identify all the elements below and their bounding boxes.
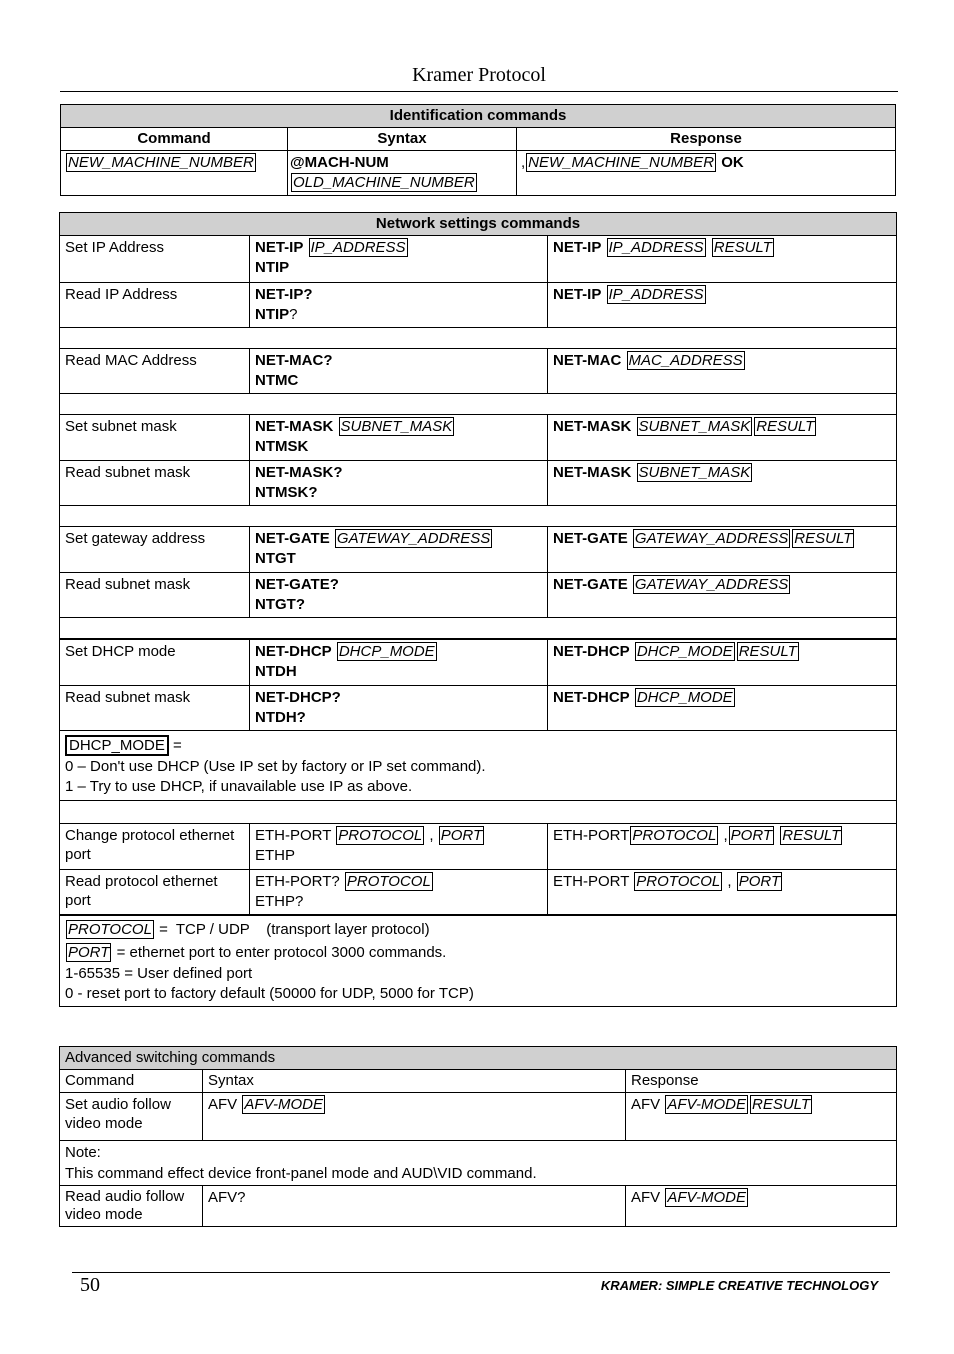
network-table <box>59 212 897 1007</box>
row-label: Read protocol ethernet port <box>60 869 250 915</box>
param: MAC_ADDRESS <box>628 352 743 369</box>
alias: NTGT <box>255 550 296 567</box>
note-title: Note: <box>65 1144 101 1161</box>
advanced-title: Advanced switching commands <box>60 1047 897 1070</box>
param-afv-mode: AFV-MODE <box>667 1189 746 1206</box>
response-command: NET-GATE <box>553 530 628 547</box>
command: NET-MAC? <box>255 352 333 369</box>
response-command: NET-IP <box>553 239 602 256</box>
response-command: NET-IP <box>553 286 602 303</box>
row-label: Set IP Address <box>60 236 250 283</box>
note-text: = ethernet port to enter protocol 3000 commands. <box>112 944 447 961</box>
param: GATEWAY_ADDRESS <box>336 530 491 547</box>
row-label: Set DHCP mode <box>60 639 250 685</box>
command-mach-num: MACH-NUM <box>304 154 389 171</box>
spacer-row <box>60 800 897 823</box>
equals-sign: = <box>173 736 182 754</box>
page-header <box>60 64 898 92</box>
note-line: 0 – Don't use DHCP (Use IP set by factory or IP set command). <box>65 757 486 775</box>
row-label: Set gateway address <box>60 527 250 573</box>
table-row <box>61 151 896 196</box>
table-row <box>60 1093 897 1141</box>
param-protocol: PROTOCOL <box>346 872 431 890</box>
param: IP_ADDRESS <box>310 239 406 256</box>
row-label: Read subnet mask <box>60 573 250 618</box>
command: NET-DHCP? <box>255 688 341 706</box>
row-label: Read MAC Address <box>60 349 250 394</box>
note-line: 1-65535 = User defined port <box>65 965 253 982</box>
note-line: 1 – Try to use DHCP, if unavailable use IP as above. <box>65 777 413 795</box>
alias: NTMSK? <box>255 484 318 501</box>
table-row <box>60 685 897 730</box>
table-row <box>60 461 897 506</box>
command: NET-GATE? <box>255 576 339 593</box>
response-command: AFV <box>631 1096 661 1113</box>
eth-note-row <box>60 915 897 1007</box>
row-label: Read subnet mask <box>60 685 250 730</box>
param: DHCP_MODE <box>636 643 733 660</box>
command: NET-GATE <box>255 530 330 547</box>
col-syntax-header: Syntax <box>288 128 517 151</box>
table-row <box>60 823 897 869</box>
param-result: RESULT <box>782 826 841 844</box>
table-row <box>60 1186 897 1227</box>
param-new-machine-number: NEW_MACHINE_NUMBER <box>68 154 254 171</box>
row-label: Set audio follow video mode <box>60 1093 203 1141</box>
response-command: NET-MAC <box>553 352 622 369</box>
param-port: PORT <box>440 826 483 844</box>
spacer-row <box>60 394 897 415</box>
advanced-table <box>59 1046 897 1227</box>
note-text: This command effect device front-panel mode and AUD\VID command. <box>65 1165 537 1182</box>
spacer-row <box>60 506 897 527</box>
row-label: Change protocol ethernet port <box>60 823 250 869</box>
param-result: RESULT <box>756 418 815 435</box>
command: NET-IP? <box>255 286 313 303</box>
command: AFV <box>208 1096 238 1113</box>
command: NET-DHCP <box>255 643 332 660</box>
response-command: NET-DHCP <box>553 688 630 706</box>
table-row <box>60 283 897 328</box>
syntax-prefix: @ <box>290 154 305 171</box>
alias: ETHP? <box>255 892 304 910</box>
alias: NTGT? <box>255 596 305 613</box>
param-afv-mode: AFV-MODE <box>244 1096 323 1113</box>
response-command: ETH-PORT <box>553 872 630 890</box>
separator: , <box>429 826 434 844</box>
param-dhcp-mode: DHCP_MODE <box>65 735 169 756</box>
note-row <box>60 1141 897 1186</box>
footer-divider <box>72 1272 890 1273</box>
table-row <box>60 415 897 461</box>
identification-table <box>60 104 896 196</box>
param-port: PORT <box>68 944 110 961</box>
col-response-header: Response <box>517 128 896 151</box>
param-result: RESULT <box>713 239 772 256</box>
param-protocol: PROTOCOL <box>68 921 152 938</box>
alias: ETHP <box>255 846 296 864</box>
row-label: Read subnet mask <box>60 461 250 506</box>
dhcp-note-row <box>60 730 897 800</box>
col-response-header: Response <box>626 1070 897 1093</box>
response-command: NET-MASK <box>553 464 632 481</box>
row-label: Set subnet mask <box>60 415 250 461</box>
alias: NTIP <box>255 306 290 323</box>
network-title: Network settings commands <box>60 213 897 236</box>
identification-title: Identification commands <box>61 105 896 128</box>
response-separator: , <box>521 154 526 171</box>
separator: , <box>723 826 728 844</box>
col-syntax-header: Syntax <box>203 1070 626 1093</box>
command: ETH-PORT <box>255 826 332 844</box>
param: SUBNET_MASK <box>638 418 751 435</box>
param-result: RESULT <box>751 1096 811 1113</box>
command: AFV? <box>208 1189 246 1206</box>
command: ETH-PORT? <box>255 872 340 890</box>
response-ok: OK <box>721 154 744 171</box>
separator: , <box>727 872 732 890</box>
response-command: ETH-PORT <box>553 826 630 844</box>
page-number: 50 <box>80 1274 100 1296</box>
param: GATEWAY_ADDRESS <box>634 530 789 547</box>
spacer-row <box>60 618 897 640</box>
param-protocol: PROTOCOL <box>636 872 721 890</box>
note-line: 0 - reset port to factory default (50000 for UDP, 5000 for TCP) <box>65 985 474 1002</box>
table-row <box>60 573 897 618</box>
param: IP_ADDRESS <box>608 286 704 303</box>
response-command: NET-GATE <box>553 576 628 593</box>
alias: NTDH <box>255 663 297 680</box>
param: GATEWAY_ADDRESS <box>634 576 789 593</box>
alias: NTDH? <box>255 708 306 726</box>
alias: NTMSK <box>255 438 309 455</box>
param-new-machine-number: NEW_MACHINE_NUMBER <box>528 154 715 171</box>
command: NET-IP <box>255 239 304 256</box>
response-command: NET-MASK <box>553 418 632 435</box>
footer-text: KRAMER: SIMPLE CREATIVE TECHNOLOGY <box>600 1278 878 1293</box>
param: SUBNET_MASK <box>638 464 751 481</box>
alias: NTMC <box>255 372 299 389</box>
param-protocol: PROTOCOL <box>338 826 423 844</box>
param: DHCP_MODE <box>636 688 733 706</box>
table-row <box>60 236 897 283</box>
command: NET-MASK? <box>255 464 343 481</box>
row-label: Read audio follow video mode <box>60 1186 203 1227</box>
spacer-row <box>60 328 897 349</box>
header-title: Kramer Protocol <box>412 64 546 86</box>
note-text: = TCP / UDP (transport layer protocol) <box>154 921 430 938</box>
param-result: RESULT <box>794 530 853 547</box>
col-command-header: Command <box>61 128 288 151</box>
param: DHCP_MODE <box>338 643 435 660</box>
response-command: AFV <box>631 1189 661 1206</box>
param-afv-mode: AFV-MODE <box>667 1096 746 1113</box>
param-old-machine-number: OLD_MACHINE_NUMBER <box>293 174 475 191</box>
table-row <box>60 527 897 573</box>
param: IP_ADDRESS <box>608 239 704 256</box>
command: NET-MASK <box>255 418 334 435</box>
col-command-header: Command <box>60 1070 203 1093</box>
param-result: RESULT <box>738 643 797 660</box>
param-port: PORT <box>738 872 781 890</box>
table-row <box>60 349 897 394</box>
param-port: PORT <box>730 826 773 844</box>
alias: NTIP <box>255 259 290 276</box>
param: SUBNET_MASK <box>340 418 453 435</box>
table-row <box>60 869 897 915</box>
row-label: Read IP Address <box>60 283 250 328</box>
table-row <box>60 639 897 685</box>
alias-suffix: ? <box>289 306 298 323</box>
param-protocol: PROTOCOL <box>632 826 717 844</box>
response-command: NET-DHCP <box>553 643 630 660</box>
